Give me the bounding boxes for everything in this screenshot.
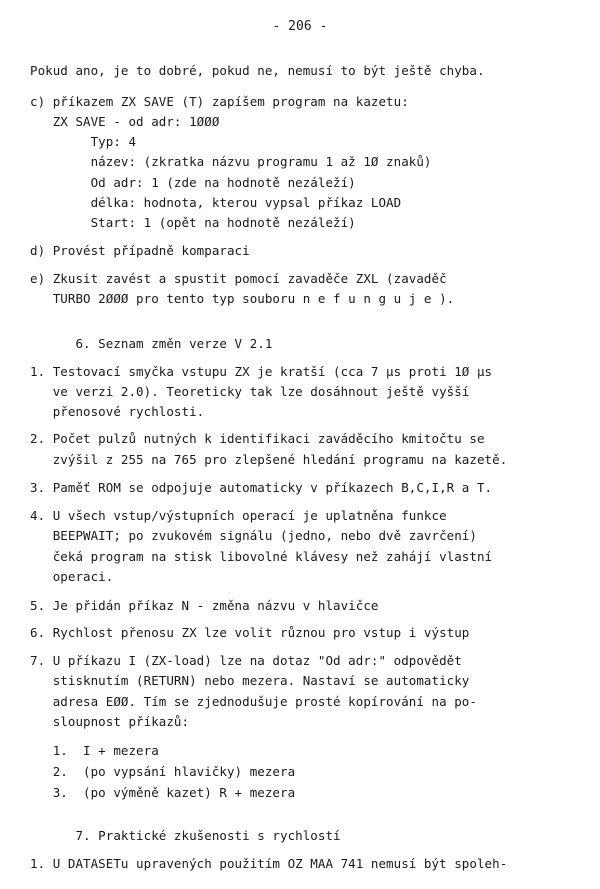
text-line: Start: 1 (opět na hodnotě nezáleží)	[30, 215, 356, 230]
text-line: c) příkazem ZX SAVE (T) zapíšem program na kazetu:	[30, 94, 409, 109]
text-line: BEEPWAIT; po zvukovém signálu (jedno, nebo dvě zavrčení)	[30, 528, 477, 543]
text-line: 1. Testovací smyčka vstupu ZX je kratší (cca 7 µs proti 1Ø µs	[30, 364, 493, 379]
text-line: ZX SAVE - od adr: 1ØØØ	[30, 114, 220, 129]
text-line: e) Zkusit zavést a spustit pomocí zavaděče ZXL (zavaděč	[30, 271, 447, 286]
section-heading: 6. Seznam změn verze V 2.1	[30, 336, 273, 351]
text-line: zvýšil z 255 na 765 pro zlepšené hledání programu na kazetě.	[30, 452, 508, 467]
page-number: - 206 -	[272, 19, 328, 34]
text-line: ve verzi 2.0). Teoreticky tak lze dosáhnout ještě vyšší	[30, 384, 470, 399]
text-line: d) Provést případně komparaci	[30, 243, 250, 258]
text-line: TURBO 2ØØØ pro tento typ souboru n e f u n g u j e ).	[30, 291, 455, 306]
text-line: 7. U příkazu I (ZX-load) lze na dotaz "Od adr:" odpovědět	[30, 653, 462, 668]
text-line: 3. Paměť ROM se odpojuje automaticky v příkazech B,C,I,R a T.	[30, 480, 493, 495]
text-line: Od adr: 1 (zde na hodnotě nezáleží)	[30, 175, 356, 190]
text-line: přenosové rychlosti.	[30, 404, 205, 419]
text-line: stisknutím (RETURN) nebo mezera. Nastaví se automaticky	[30, 673, 470, 688]
list-item: 1. I + mezera	[30, 743, 159, 758]
text-line: název: (zkratka názvu programu 1 až 1Ø znaků)	[30, 154, 432, 169]
text-line: operaci.	[30, 569, 114, 584]
text-line: 2. Počet pulzů nutných k identifikaci zaváděcího kmitočtu se	[30, 431, 485, 446]
text-line: Pokud ano, je to dobré, pokud ne, nemusí to být ještě chyba.	[30, 63, 485, 78]
list-item: 2. (po vypsání hlavičky) mezera	[30, 764, 296, 779]
text-line: 1. U DATASETu upravených použitím OZ MAA 741 nemusí být spoleh-	[30, 856, 508, 871]
text-line: 4. U všech vstup/výstupních operací je uplatněna funkce	[30, 508, 447, 523]
text-line: čeká program na stisk libovolné klávesy než zahájí vlastní	[30, 549, 493, 564]
text-line: délka: hodnota, kterou vypsal příkaz LOAD	[30, 195, 402, 210]
text-line: adresa EØØ. Tím se zjednodušuje prosté kopírování na po-	[30, 694, 477, 709]
text-line: Typ: 4	[30, 134, 137, 149]
section-heading: 7. Praktické zkušenosti s rychlostí	[30, 828, 341, 843]
list-item: 3. (po výměně kazet) R + mezera	[30, 785, 296, 800]
text-line: 5. Je přidán příkaz N - změna názvu v hlavičce	[30, 598, 379, 613]
text-line: sloupnost příkazů:	[30, 714, 190, 729]
text-line: 6. Rychlost přenosu ZX lze volit různou pro vstup i výstup	[30, 625, 470, 640]
